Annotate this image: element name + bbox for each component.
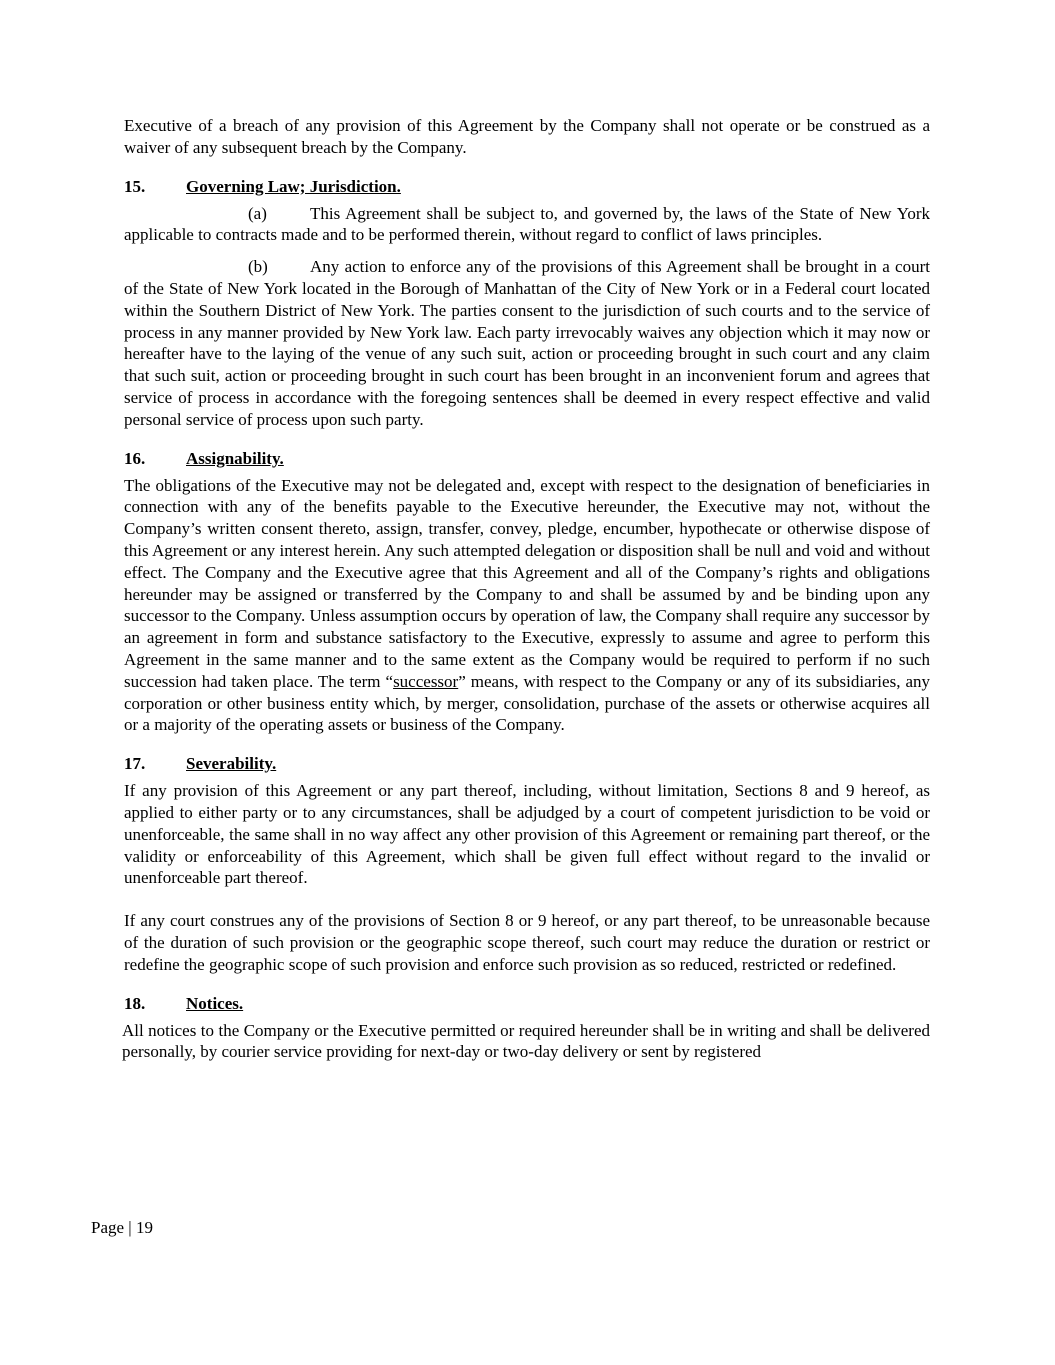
section-18-title: Notices. [186, 993, 244, 1013]
section-17-heading [124, 753, 930, 775]
section-15a-paragraph [124, 203, 930, 247]
page-number-footer: Page | 19 [91, 1218, 153, 1237]
section-15-heading [124, 176, 930, 198]
section-15b-text: Any action to enforce any of the provisions of this Agreement shall be brought in a court of the State of New York located in the Borough of Manhattan of the City of New York or in a Federal court located within the Southern District of New York. The parties consent to the jurisdiction of such courts and to the service of process in any manner provided by New York law. Each party irrevocably waives any objection which it may now or hereafter have to the laying of the venue of any such suit, action or proceeding brought in such court and any claim that such suit, action or proceeding brought in such court has been brought in an inconvenient forum and agrees that service of process in accordance with the foregoing sentences shall be deemed in every respect effective and valid personal service of process upon such party. [124, 257, 930, 429]
defined-term-successor: successor [393, 671, 459, 691]
section-16-paragraph [124, 475, 930, 737]
section-16-text-after: ” means, with respect to the Company or any of its subsidiaries, any corporation or other business entity which, by merger, consolidation, purchase of the assets or otherwise acquires all or a majority of the operating assets or business of the Company. [124, 671, 931, 735]
section-18-heading [124, 993, 930, 1015]
section-18-number: 18. [124, 993, 146, 1013]
section-15-title: Governing Law; Jurisdiction. [186, 176, 401, 196]
section-16-title: Assignability. [186, 448, 284, 468]
section-16-text-before: The obligations of the Executive may not be delegated and, except with respect to the designation of beneficiaries in connection with any of the benefits payable to the Executive hereunder, the Executive may not, without the Company’s written consent thereto, assign, transfer, convey, pledge, encumber, hypothecate or otherwise dispose of this Agreement or any interest herein. Any such attempted delegation or disposition shall be null and void and without effect. The Company and the Executive agree that this Agreement and all of the Company’s rights and obligations hereunder may be assigned or transferred by the Company to and shall be assumed by and be binding upon any successor to the Company. Unless assumption occurs by operation of law, the Company shall require any successor by an agreement in form and substance satisfactory to the Executive, expressly to assume and agree to perform this Agreement in the same manner and to the same extent as the Company would be required to perform if no such succession had taken place. The term “ [124, 475, 930, 691]
section-17-number: 17. [124, 754, 146, 774]
section-18-paragraph: All notices to the Company or the Executive permitted or required hereunder shall be in writing and shall be delivered personally, by courier service providing for next-day or two-day delivery or sent by registered [122, 1020, 930, 1062]
section-15b-paragraph [124, 256, 930, 430]
section-16-number: 16. [124, 448, 146, 468]
section-16-heading [124, 448, 930, 470]
section-15a-text: This Agreement shall be subject to, and governed by, the laws of the State of New York applicable to contracts made and to be performed therein, without regard to conflict of laws principles. [124, 203, 930, 245]
section-17-paragraph-1: If any provision of this Agreement or any part thereof, including, without limitation, Sections 8 and 9 hereof, as applied to either party or to any circumstances, shall be adjudged by a court of competent jurisdiction to be void or unenforceable, the same shall in no way affect any other provision of this Agreement or remaining part thereof, or the validity or enforceability of this Agreement, which shall be given full effect without regard to the invalid or unenforceable part thereof. [124, 781, 930, 888]
document-page [124, 115, 930, 1063]
section-17-title: Severability. [186, 754, 277, 774]
section-17-paragraph-2: If any court construes any of the provisions of Section 8 or 9 hereof, or any part thereof, to be unreasonable because of the duration of such provision or the geographic scope thereof, such court may reduce the duration or restrict or redefine the geographic scope of such provision and enforce such provision as so reduced, restricted or redefined. [124, 911, 930, 974]
section-15b-label: (b) [248, 257, 268, 277]
section-15a-label: (a) [248, 203, 267, 223]
section-15-number: 15. [124, 176, 146, 196]
continuation-paragraph: Executive of a breach of any provision of this Agreement by the Company shall not operate or be construed as a waiver of any subsequent breach by the Company. [124, 116, 930, 157]
